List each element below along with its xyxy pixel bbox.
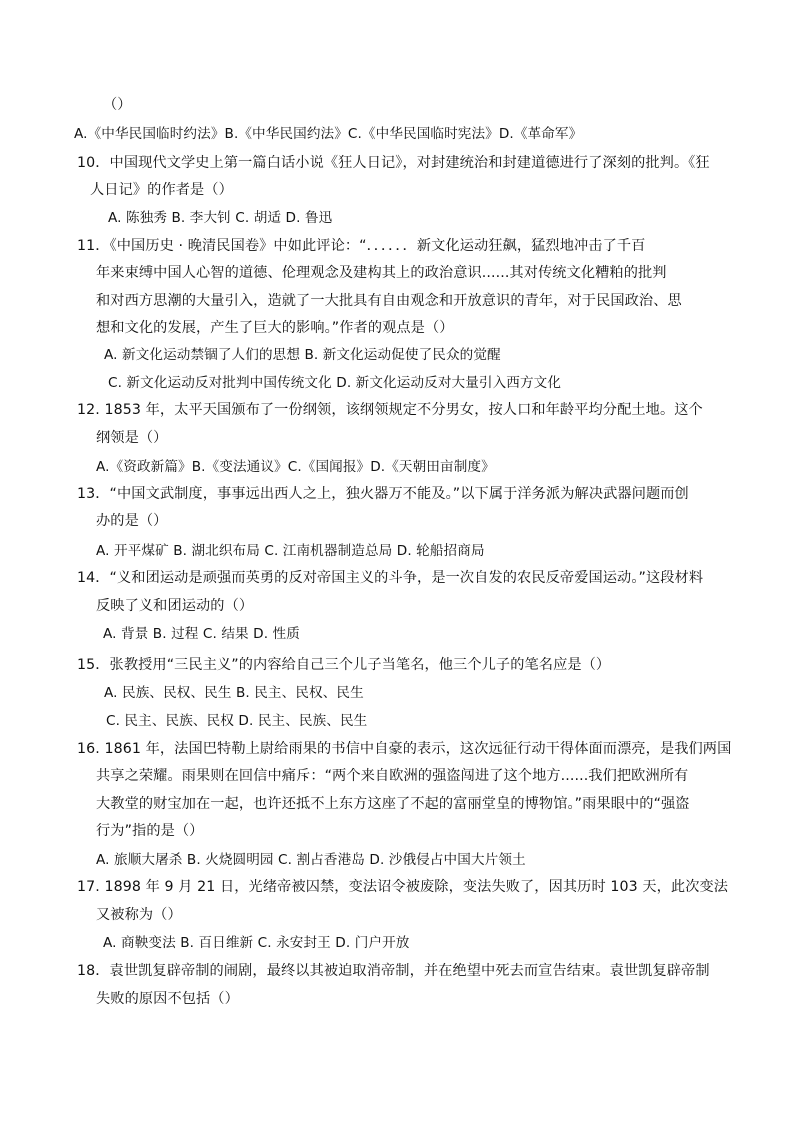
q17-line1: 17. 1898 年 9 月 21 日，光绪帝被囚禁，变法诏令被废除，变法失败了，因其历时 103 天，此次变法 — [77, 879, 729, 895]
q11-options-ab: A. 新文化运动禁锢了人们的思想 B. 新文化运动促使了民众的觉醒 — [104, 347, 501, 363]
q12-line1: 12. 1853 年，太平天国颁布了一份纲领，该纲领规定不分男女，按人口和年龄平均分配土地。这个 — [77, 402, 703, 418]
q12-line2: 纲领是（） — [96, 430, 168, 446]
q14-line1: 14．“义和团运动是顽强而英勇的反对帝国主义的斗争，是一次自发的农民反帝爱国运动。”这段材料 — [77, 570, 704, 586]
q16-line2: 共享之荣耀。雨果则在回信中痛斥：“两个来自欧洲的强盗闯进了这个地方......我们把欧洲所有 — [96, 768, 689, 784]
q11-line1: 11．《中国历史 · 晚清民国卷》中如此评论：“．．．．．．新文化运动狂飙，猛烈地冲击了千百 — [77, 238, 646, 254]
q18-line1: 18．袁世凯复辟帝制的闹剧，最终以其被迫取消帝制，并在绝望中死去而宣告结束。袁世凯复辟帝制 — [77, 963, 710, 979]
q18-line2: 失败的原因不包括（） — [96, 991, 239, 1007]
q12-options: A.《资政新篇》B.《变法通议》C.《国闻报》D.《天朝田亩制度》 — [96, 459, 495, 475]
q16-options: A. 旅顺大屠杀 B. 火烧圆明园 C. 割占香港岛 D. 沙俄侵占中国大片领土 — [96, 852, 526, 868]
q10-options: A. 陈独秀 B. 李大钊 C. 胡适 D. 鲁迅 — [108, 210, 333, 226]
q15-line1: 15．张教授用“三民主义”的内容给自己三个儿子当笔名，他三个儿子的笔名应是（） — [77, 657, 611, 673]
q16-line1: 16. 1861 年，法国巴特勒上尉给雨果的书信中自豪的表示，这次远征行动干得体面而漂亮，是我们两国 — [77, 741, 732, 757]
q9-stem-tail: （） — [103, 97, 132, 113]
q10-line2: 人日记》的作者是（） — [90, 182, 233, 198]
q14-line2: 反映了义和团运动的（） — [96, 598, 254, 614]
q15-options-cd: C. 民主、民族、民权 D. 民主、民族、民生 — [106, 713, 368, 729]
q13-options: A. 开平煤矿 B. 湖北织布局 C. 江南机器制造总局 D. 轮船招商局 — [96, 543, 485, 559]
q17-options: A. 商鞅变法 B. 百日维新 C. 永安封王 D. 门户开放 — [103, 935, 410, 951]
q16-line3: 大教堂的财宝加在一起，也许还抵不上东方这座了不起的富丽堂皇的博物馆。”雨果眼中的“强盗 — [96, 796, 690, 812]
q16-line4: 行为”指的是（） — [96, 823, 204, 839]
q9-options: A.《中华民国临时约法》B.《中华民国约法》C.《中华民国临时宪法》D.《革命军》 — [74, 126, 583, 142]
q11-line2: 年来束缚中国人心智的道德、伦理观念及建构其上的政治意识......其对传统文化糟粕的批判 — [96, 265, 667, 281]
q10-line1: 10．中国现代文学史上第一篇白话小说《狂人日记》，对封建统治和封建道德进行了深刻的批判。《狂 — [77, 155, 710, 171]
q13-line2: 办的是（） — [96, 513, 168, 529]
q11-line4: 想和文化的发展，产生了巨大的影响。”作者的观点是（） — [96, 320, 454, 336]
q14-options: A. 背景 B. 过程 C. 结果 D. 性质 — [103, 626, 300, 642]
q11-options-cd: C. 新文化运动反对批判中国传统文化 D. 新文化运动反对大量引入西方文化 — [108, 375, 562, 391]
q15-options-ab: A. 民族、民权、民生 B. 民主、民权、民生 — [104, 685, 364, 701]
q13-line1: 13．“中国文武制度，事事远出西人之上，独火器万不能及。”以下属于洋务派为解决武器问题而创 — [77, 486, 689, 502]
q11-line3: 和对西方思潮的大量引入，造就了一大批具有自由观念和开放意识的青年，对于民国政治、思 — [96, 293, 682, 309]
q17-line2: 又被称为（） — [96, 907, 182, 923]
